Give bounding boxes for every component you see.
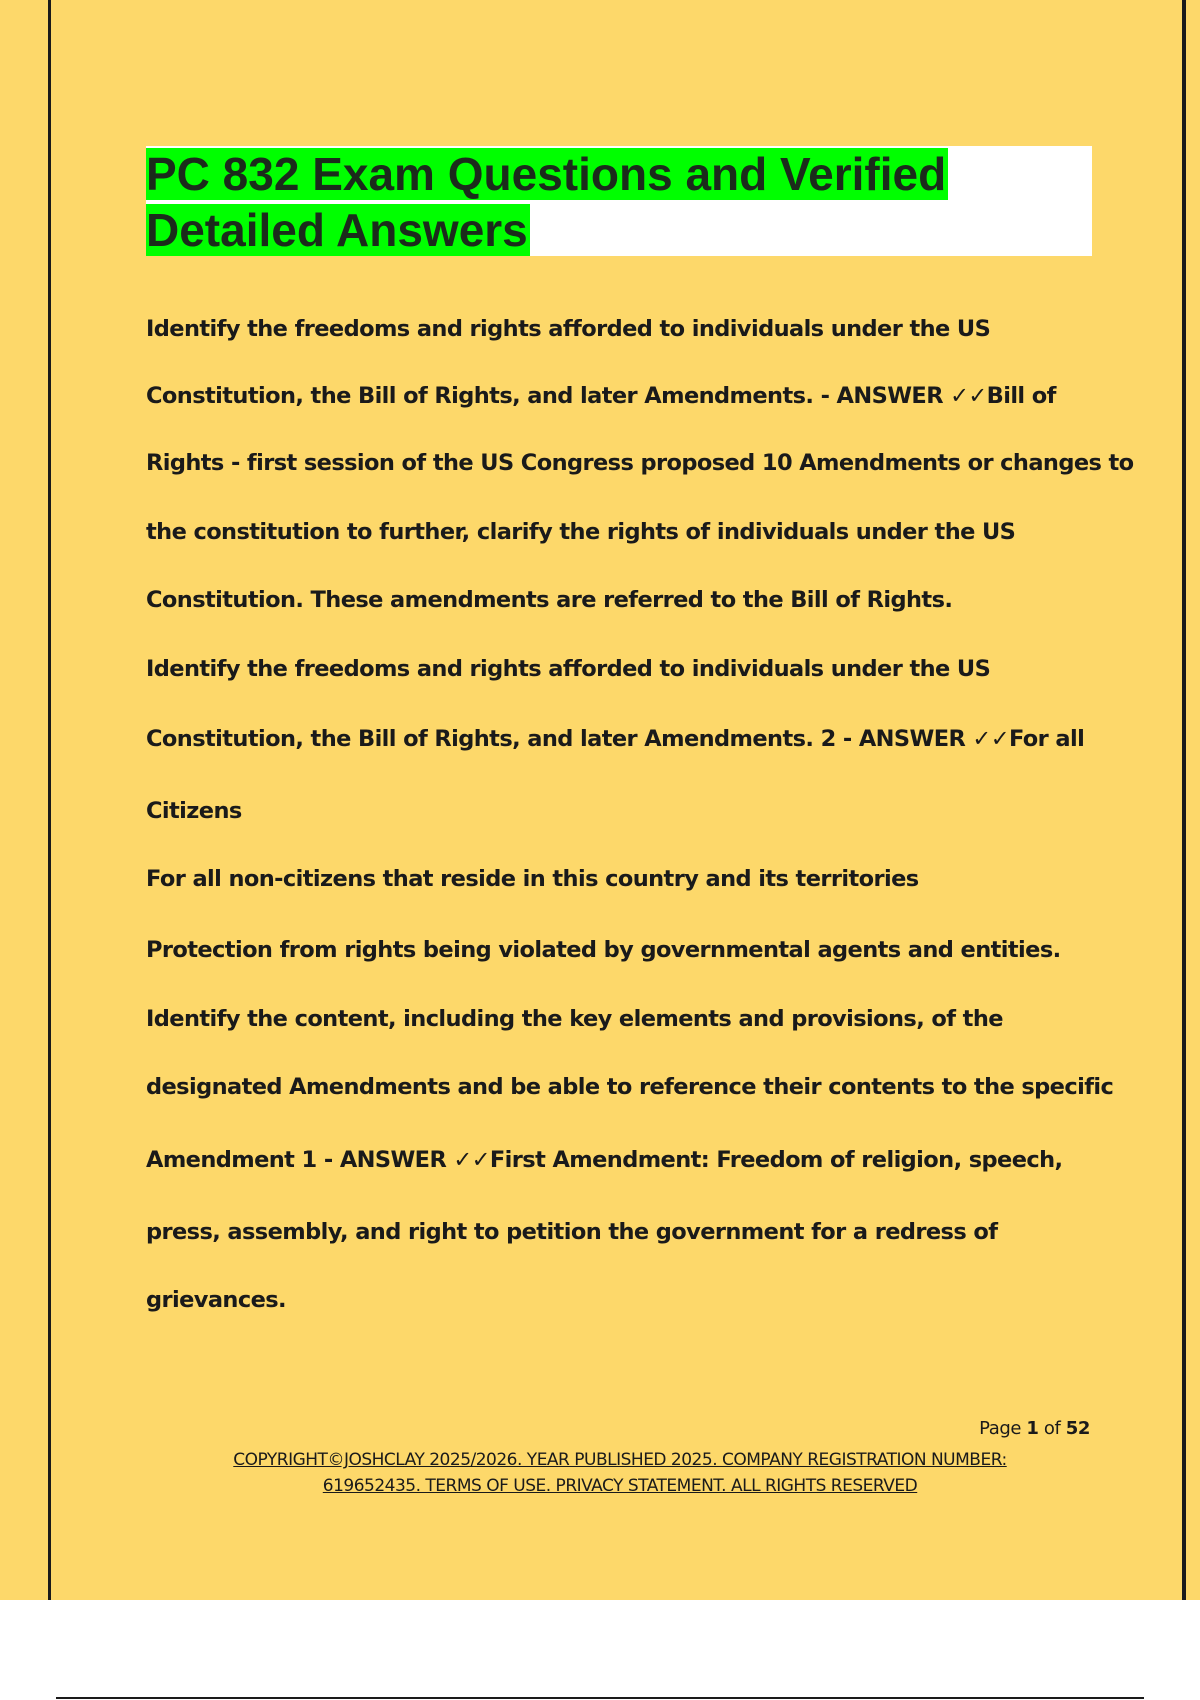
right-border-line <box>1182 0 1186 1600</box>
body-line: Constitution. These amendments are referred to the Bill of Rights. <box>146 587 953 613</box>
page-total: 52 <box>1065 1418 1090 1439</box>
copyright-line-1: COPYRIGHT©JOSHCLAY 2025/2026. YEAR PUBLISHED 2025. COMPANY REGISTRATION NUMBER: <box>233 1450 1007 1470</box>
title-line-1: PC 832 Exam Questions and Verified <box>146 148 947 200</box>
body-line: Citizens <box>146 798 242 824</box>
body-line: Amendment 1 - ANSWER ✓✓First Amendment: Freedom of religion, speech, <box>146 1147 1063 1173</box>
body-line: Constitution, the Bill of Rights, and later Amendments. - ANSWER ✓✓Bill of <box>146 383 1056 409</box>
left-border-line <box>48 0 51 1600</box>
page-label: Page <box>979 1418 1022 1439</box>
copyright-line-2: 619652435. TERMS OF USE. PRIVACY STATEMENT. ALL RIGHTS RESERVED <box>322 1476 918 1496</box>
body-line: Identify the freedoms and rights afforded to individuals under the US <box>146 316 991 342</box>
body-line: press, assembly, and right to petition the government for a redress of <box>146 1219 998 1245</box>
body-line: Rights - first session of the US Congress proposed 10 Amendments or changes to <box>146 450 1134 476</box>
body-line: Protection from rights being violated by governmental agents and entities. <box>146 937 1061 963</box>
title-line-2: Detailed Answers <box>146 204 528 256</box>
body-line: Identify the freedoms and rights afforded to individuals under the US <box>146 656 991 682</box>
page-current: 1 <box>1026 1418 1039 1439</box>
body-line: Identify the content, including the key elements and provisions, of the <box>146 1006 1003 1032</box>
body-line: grievances. <box>146 1287 286 1313</box>
page-of: of <box>1043 1418 1061 1439</box>
bottom-rule <box>56 1697 1144 1699</box>
body-line: designated Amendments and be able to reference their contents to the specific <box>146 1074 1114 1100</box>
title-box <box>146 146 1092 256</box>
copyright-notice <box>160 1447 1080 1499</box>
document-title <box>146 146 1092 258</box>
body-line: the constitution to further, clarify the rights of individuals under the US <box>146 519 1016 545</box>
body-line: For all non-citizens that reside in this country and its territories <box>146 866 919 892</box>
page-number <box>900 1418 1090 1439</box>
body-line: Constitution, the Bill of Rights, and later Amendments. 2 - ANSWER ✓✓For all <box>146 726 1085 752</box>
